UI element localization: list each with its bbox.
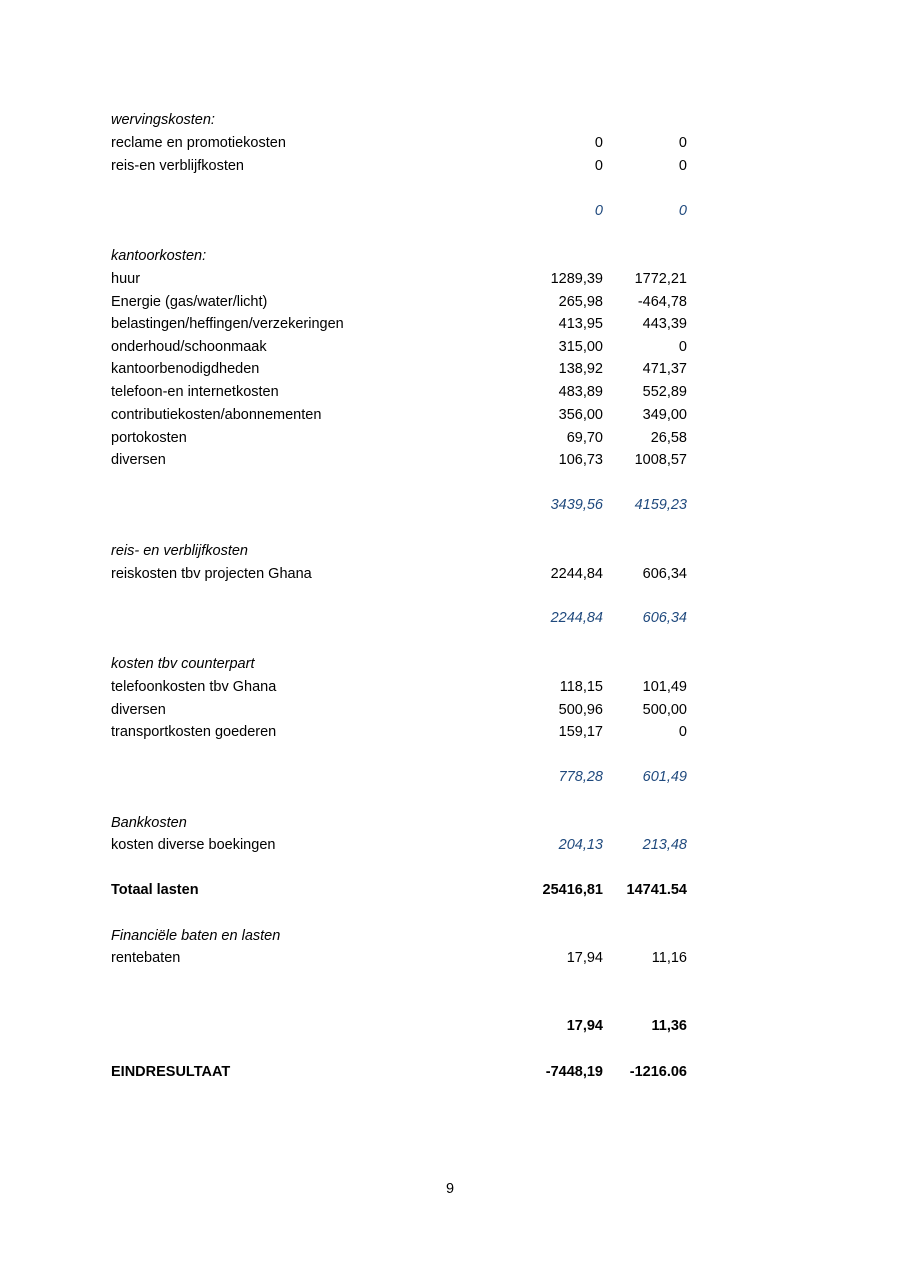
subtotal-col-1: 2244,84 <box>550 610 603 626</box>
subtotal-col-2: 601,49 <box>642 769 687 785</box>
value-col-1: 118,15 <box>559 679 603 695</box>
table-row <box>111 155 691 177</box>
value-col-1: 17,94 <box>566 950 603 966</box>
section-heading-counterpart <box>111 653 691 675</box>
row-label: telefoon-en internetkosten <box>111 384 279 400</box>
table-row <box>111 336 691 358</box>
row-label: Energie (gas/water/licht) <box>111 294 268 310</box>
value-col-2: 101,49 <box>642 679 687 695</box>
heading-text: Financiële baten en lasten <box>111 928 281 944</box>
table-row <box>111 721 691 743</box>
subtotal-col-1: 0 <box>594 203 603 219</box>
result-row <box>111 1061 691 1083</box>
value-col-2: 11,16 <box>651 950 687 966</box>
section-heading-financieel <box>111 925 691 947</box>
value-col-1: 1289,39 <box>550 271 603 287</box>
heading-text: wervingskosten: <box>111 112 215 128</box>
table-row <box>111 676 691 698</box>
value-col-2: 606,34 <box>642 566 687 582</box>
section-heading-kantoor <box>111 245 691 267</box>
value-col-2: -464,78 <box>637 294 687 310</box>
value-col-1: 483,89 <box>558 384 603 400</box>
value-col-2: 0 <box>678 135 687 151</box>
value-col-1: 0 <box>594 158 603 174</box>
section-heading-reis <box>111 540 691 562</box>
subtotal-col-2: 4159,23 <box>634 497 687 513</box>
row-label: onderhoud/schoonmaak <box>111 339 267 355</box>
value-col-2: 471,37 <box>642 361 687 377</box>
total-col-1: 25416,81 <box>542 882 603 898</box>
subtotal-row <box>111 607 691 629</box>
row-label: diversen <box>111 702 166 718</box>
value-col-1: 265,98 <box>558 294 603 310</box>
value-col-2: 26,58 <box>650 430 687 446</box>
value-col-2: 443,39 <box>642 316 687 332</box>
table-row <box>111 291 691 313</box>
heading-text: kosten tbv counterpart <box>111 656 255 672</box>
table-row <box>111 404 691 426</box>
subtotal-row <box>111 494 691 516</box>
row-label: portokosten <box>111 430 187 446</box>
value-col-2: 552,89 <box>642 384 687 400</box>
value-col-2: 349,00 <box>642 407 687 423</box>
table-row <box>111 563 691 585</box>
section-heading-werving <box>111 109 691 131</box>
heading-text: kantoorkosten: <box>111 248 207 264</box>
row-label: transportkosten goederen <box>111 724 277 740</box>
table-row <box>111 313 691 335</box>
value-col-2: 500,00 <box>642 702 687 718</box>
value-col-1: 69,70 <box>566 430 603 446</box>
subtotal-col-1: 3439,56 <box>550 497 603 513</box>
value-col-1: 138,92 <box>558 361 603 377</box>
result-col-2: -1216.06 <box>629 1064 687 1080</box>
value-col-1: 413,95 <box>558 316 603 332</box>
section-heading-bank <box>111 812 691 834</box>
row-label: huur <box>111 271 141 287</box>
table-row <box>111 449 691 471</box>
value-col-2: 0 <box>678 724 687 740</box>
row-label: telefoonkosten tbv Ghana <box>111 679 277 695</box>
total-label: Totaal lasten <box>111 882 199 898</box>
value-col-1: 0 <box>594 135 603 151</box>
table-row <box>111 381 691 403</box>
subtotal-col-2: 11,36 <box>651 1018 687 1034</box>
value-col-2: 1008,57 <box>634 452 687 468</box>
page-number: 9 <box>445 1181 455 1197</box>
subtotal-row <box>111 766 691 788</box>
value-col-1: 159,17 <box>558 724 603 740</box>
total-col-2: 14741.54 <box>626 882 687 898</box>
table-row <box>111 834 691 856</box>
heading-text: Bankkosten <box>111 815 187 831</box>
table-row <box>111 132 691 154</box>
value-col-2: 0 <box>678 339 687 355</box>
subtotal-row <box>111 200 691 222</box>
result-label: EINDRESULTAAT <box>111 1064 231 1080</box>
subtotal-col-2: 606,34 <box>642 610 687 626</box>
subtotal-col-1: 17,94 <box>566 1018 603 1034</box>
value-col-1: 106,73 <box>558 452 603 468</box>
row-label: diversen <box>111 452 166 468</box>
row-label: belastingen/heffingen/verzekeringen <box>111 316 344 332</box>
value-col-1: 2244,84 <box>550 566 603 582</box>
subtotal-col-1: 778,28 <box>558 769 603 785</box>
value-col-1: 204,13 <box>558 837 603 853</box>
value-col-2: 1772,21 <box>634 271 687 287</box>
value-col-1: 315,00 <box>558 339 603 355</box>
total-row <box>111 879 691 901</box>
table-row <box>111 947 691 969</box>
subtotal-row <box>111 1015 691 1037</box>
row-label: reis-en verblijfkosten <box>111 158 244 174</box>
row-label: rentebaten <box>111 950 181 966</box>
value-col-1: 356,00 <box>558 407 603 423</box>
table-row <box>111 358 691 380</box>
value-col-2: 0 <box>678 158 687 174</box>
subtotal-col-2: 0 <box>678 203 687 219</box>
table-row <box>111 699 691 721</box>
result-col-1: -7448,19 <box>545 1064 603 1080</box>
row-label: reclame en promotiekosten <box>111 135 286 151</box>
heading-text: reis- en verblijfkosten <box>111 543 248 559</box>
value-col-2: 213,48 <box>642 837 687 853</box>
row-label: reiskosten tbv projecten Ghana <box>111 566 312 582</box>
row-label: kantoorbenodigdheden <box>111 361 260 377</box>
table-row <box>111 427 691 449</box>
row-label: kosten diverse boekingen <box>111 837 276 853</box>
table-row <box>111 268 691 290</box>
row-label: contributiekosten/abonnementen <box>111 407 322 423</box>
value-col-1: 500,96 <box>558 702 603 718</box>
